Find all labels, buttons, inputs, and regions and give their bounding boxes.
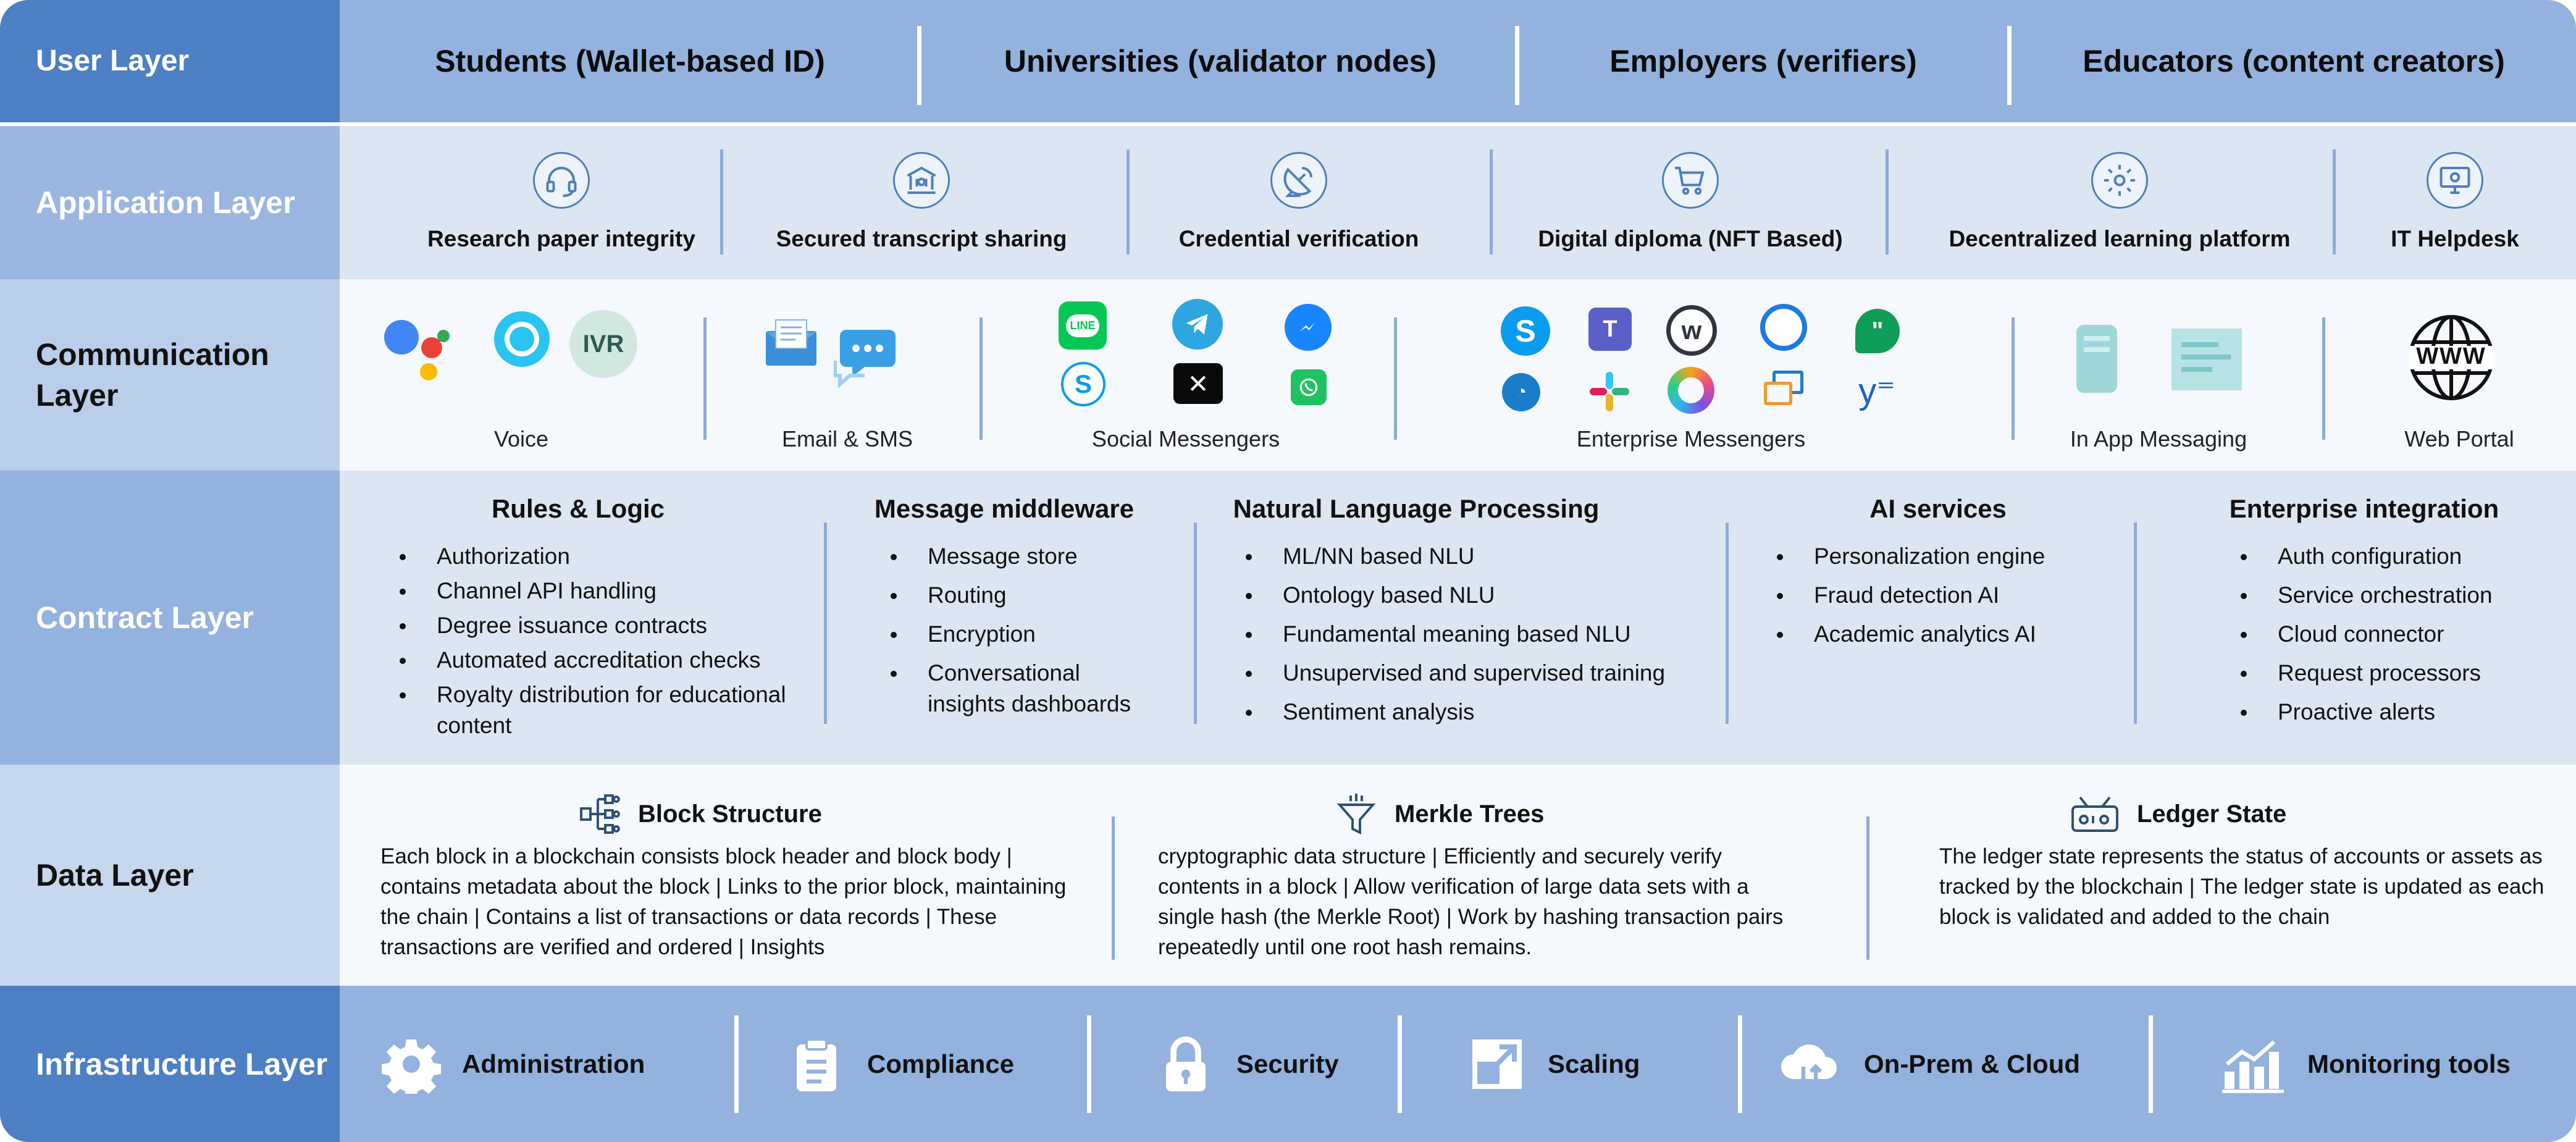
- infra-monitoring-tools: [2220, 986, 2511, 1142]
- phone-app-icon: [2076, 325, 2117, 393]
- divider: [1490, 149, 1493, 254]
- data-merkle-trees-text: cryptographic data structure | Efficiently and securely verify contents in a block | Allow verification of large data sets with a single hash (the Merkle Root) | Work by hashing transaction pairs repeatedly until one root hash remains.: [1158, 844, 1784, 959]
- hangouts-icon: ": [1855, 309, 1900, 353]
- google-assistant-icon: [384, 314, 452, 382]
- satellite-dish-icon: [1270, 152, 1327, 209]
- divider: [1515, 26, 1519, 105]
- email-icon: [763, 316, 819, 367]
- comm-in-app-messaging-label: In App Messaging: [2070, 426, 2247, 451]
- infra-administration: [382, 986, 645, 1142]
- communication-layer-content: [340, 279, 2576, 471]
- infra-scaling-label: Scaling: [1548, 1049, 1640, 1078]
- list-item: Routing: [889, 580, 1149, 611]
- list-item: Channel API handling: [398, 576, 806, 607]
- list-item: Auth configuration: [2239, 541, 2573, 572]
- divider: [824, 523, 827, 724]
- divider: [2333, 149, 2336, 254]
- contract-layer-label: Contract Layer: [0, 471, 340, 765]
- contract-middleware-list: [889, 541, 1149, 728]
- data-ledger-state-title: Ledger State: [2137, 800, 2287, 828]
- infra-on-prem-cloud: [1776, 986, 2080, 1142]
- divider: [1738, 1015, 1742, 1113]
- comm-voice-label: Voice: [493, 426, 549, 451]
- data-block-structure-title: Block Structure: [638, 800, 822, 828]
- user-educators: Educators (content creators): [2083, 44, 2505, 78]
- infra-security-label: Security: [1236, 1049, 1339, 1078]
- application-layer-content: [340, 126, 2576, 279]
- user-layer-label: User Layer: [0, 0, 340, 122]
- list-item: Service orchestration: [2239, 580, 2573, 611]
- list-item: Unsupervised and supervised training: [1244, 658, 1677, 689]
- contract-middleware-title: Message middleware: [874, 494, 1135, 523]
- sms-icon: [834, 324, 902, 388]
- list-item: Conversational insights dashboards: [889, 658, 1149, 720]
- messenger-icon: [1285, 304, 1332, 351]
- infra-compliance: [787, 986, 1014, 1142]
- webex-drop-icon: [1760, 304, 1807, 351]
- list-item: Sentiment analysis: [1244, 697, 1677, 728]
- infra-monitoring-tools-label: Monitoring tools: [2307, 1049, 2511, 1078]
- divider: [2134, 523, 2137, 724]
- divider: [2012, 317, 2015, 440]
- comm-web-portal-label: Web Portal: [2404, 426, 2514, 451]
- divider: [980, 317, 983, 440]
- chat-window-icon: [2171, 329, 2242, 390]
- infra-security: [1156, 986, 1339, 1142]
- contract-rules-title: Rules & Logic: [491, 494, 665, 523]
- www-text: WWW: [2416, 343, 2486, 369]
- contract-enterprise-title: Enterprise integration: [2229, 494, 2499, 523]
- divider: [720, 149, 723, 254]
- line-icon: [1059, 301, 1107, 350]
- user-layer: [0, 0, 2576, 122]
- user-students: Students (Wallet-based ID): [435, 44, 825, 78]
- contract-ai-list: [1776, 541, 2121, 658]
- data-merkle-trees-title: Merkle Trees: [1395, 800, 1545, 828]
- contract-layer: [0, 471, 2576, 765]
- workplace-icon: w: [1666, 305, 1717, 356]
- divider: [1112, 817, 1115, 960]
- contract-enterprise-list: [2239, 541, 2573, 736]
- list-item: Academic analytics AI: [1776, 619, 2121, 650]
- monitor-gear-icon: [2427, 152, 2483, 209]
- user-employers: Employers (verifiers): [1609, 44, 1917, 78]
- divider: [917, 26, 921, 105]
- yammer-icon: y⁼: [1858, 371, 1895, 411]
- x-icon: ✕: [1173, 363, 1223, 404]
- cloud-sync-icon: [1776, 1035, 1843, 1094]
- infrastructure-layer-content: [340, 986, 2576, 1142]
- data-block-structure-text: Each block in a blockchain consists block header and block body | contains metadata about the block | Links to the prior block, maintaining the chain | Contains a list of transactions or data records | These transactions are verified and ordered | Insights: [380, 844, 1067, 959]
- list-item: Authorization: [398, 541, 806, 572]
- institution-icon: [893, 152, 950, 209]
- divider: [703, 317, 707, 440]
- infra-scaling: [1467, 986, 1640, 1142]
- list-item: Cloud connector: [2239, 619, 2573, 650]
- cisco-jabber-icon: ◔: [1502, 373, 1540, 411]
- divider: [734, 1015, 739, 1113]
- divider: [2149, 1015, 2153, 1113]
- app-it-helpdesk: IT Helpdesk: [2391, 226, 2519, 251]
- teams-icon: T: [1588, 308, 1632, 351]
- comm-social-messengers-label: Social Messengers: [1091, 426, 1280, 451]
- list-item: Proactive alerts: [2239, 697, 2573, 728]
- list-item: Encryption: [889, 619, 1149, 650]
- hierarchy-icon: [577, 792, 622, 836]
- list-item: Automated accreditation checks: [398, 645, 806, 676]
- headset-icon: [533, 152, 590, 209]
- divider: [1398, 1015, 1402, 1113]
- clipboard-icon: [787, 1035, 846, 1094]
- divider: [1126, 149, 1130, 254]
- application-layer: [0, 126, 2576, 279]
- telegram-icon: [1172, 299, 1223, 350]
- communication-layer-label: Communication Layer: [0, 279, 340, 471]
- skype-icon: S: [1061, 362, 1105, 406]
- divider: [2007, 26, 2012, 105]
- list-item: Degree issuance contracts: [398, 610, 806, 641]
- data-ledger-state-header: [2069, 792, 2286, 836]
- gear-icon: [382, 1035, 441, 1094]
- comm-email-sms-label: Email & SMS: [781, 426, 913, 451]
- list-item: Message store: [889, 541, 1149, 572]
- infrastructure-layer: [0, 986, 2576, 1142]
- infra-on-prem-cloud-label: On-Prem & Cloud: [1864, 1049, 2081, 1078]
- list-item: Fundamental meaning based NLU: [1244, 619, 1677, 650]
- lock-icon: [1156, 1035, 1215, 1094]
- infrastructure-layer-label: Infrastructure Layer: [0, 986, 340, 1142]
- app-secured-transcript-sharing: Secured transcript sharing: [776, 226, 1067, 251]
- chat-bubbles-icon: [1764, 371, 1805, 410]
- skype-business-icon: S: [1501, 306, 1550, 356]
- contract-nlp-title: Natural Language Processing: [1233, 494, 1600, 523]
- app-research-paper-integrity: Research paper integrity: [427, 226, 695, 251]
- data-layer-label: Data Layer: [0, 765, 340, 986]
- ivr-icon: IVR: [569, 310, 637, 378]
- divider: [1866, 817, 1869, 960]
- app-credential-verification: Credential verification: [1178, 226, 1419, 251]
- divider: [1087, 1015, 1091, 1113]
- list-item: Ontology based NLU: [1244, 580, 1677, 611]
- contract-layer-content: [340, 471, 2576, 765]
- radio-counter-icon: [2069, 792, 2121, 836]
- divider: [1886, 149, 1889, 254]
- contract-nlp-list: [1244, 541, 1677, 736]
- user-layer-content: [340, 0, 2576, 122]
- list-item: ML/NN based NLU: [1244, 541, 1677, 572]
- list-item: Fraud detection AI: [1776, 580, 2121, 611]
- globe-www-icon: [2405, 311, 2498, 404]
- funnel-icon: [1334, 792, 1378, 836]
- slack-icon: [1590, 372, 1629, 411]
- comm-enterprise-messengers-label: Enterprise Messengers: [1576, 426, 1806, 451]
- list-item: Request processors: [2239, 658, 2573, 689]
- user-universities: Universities (validator nodes): [1004, 44, 1437, 78]
- bar-chart-icon: [2220, 1035, 2286, 1094]
- infra-administration-label: Administration: [462, 1049, 645, 1078]
- cart-icon: [1662, 152, 1719, 209]
- app-decentralized-learning-platform: Decentralized learning platform: [1949, 226, 2291, 251]
- data-layer: [0, 765, 2576, 986]
- list-item: Royalty distribution for educational content: [398, 679, 806, 741]
- divider: [1726, 523, 1729, 724]
- contract-ai-title: AI services: [1869, 494, 2007, 523]
- divider: [1394, 317, 1397, 440]
- contract-rules-list: [398, 541, 806, 749]
- scale-arrow-icon: [1467, 1035, 1527, 1094]
- divider: [2322, 317, 2325, 440]
- gear-icon: [2091, 152, 2148, 209]
- list-item: Personalization engine: [1776, 541, 2121, 572]
- divider: [1194, 523, 1197, 724]
- data-merkle-trees-header: [1334, 792, 1544, 836]
- data-ledger-state-text: The ledger state represents the status of accounts or assets as tracked by the blockchain | The ledger state is updated as each block is validated and added to the chain: [1939, 844, 2545, 929]
- data-layer-content: [340, 765, 2576, 986]
- application-layer-label: Application Layer: [0, 126, 340, 279]
- webex-ring-icon: [1668, 367, 1714, 414]
- infra-compliance-label: Compliance: [867, 1049, 1015, 1078]
- line-icon-label: LINE: [1066, 314, 1099, 337]
- app-digital-diploma: Digital diploma (NFT Based): [1538, 226, 1843, 251]
- alexa-icon: [494, 311, 550, 367]
- communication-layer: [0, 279, 2576, 471]
- data-block-structure-header: [577, 792, 822, 836]
- whatsapp-icon: [1291, 369, 1327, 405]
